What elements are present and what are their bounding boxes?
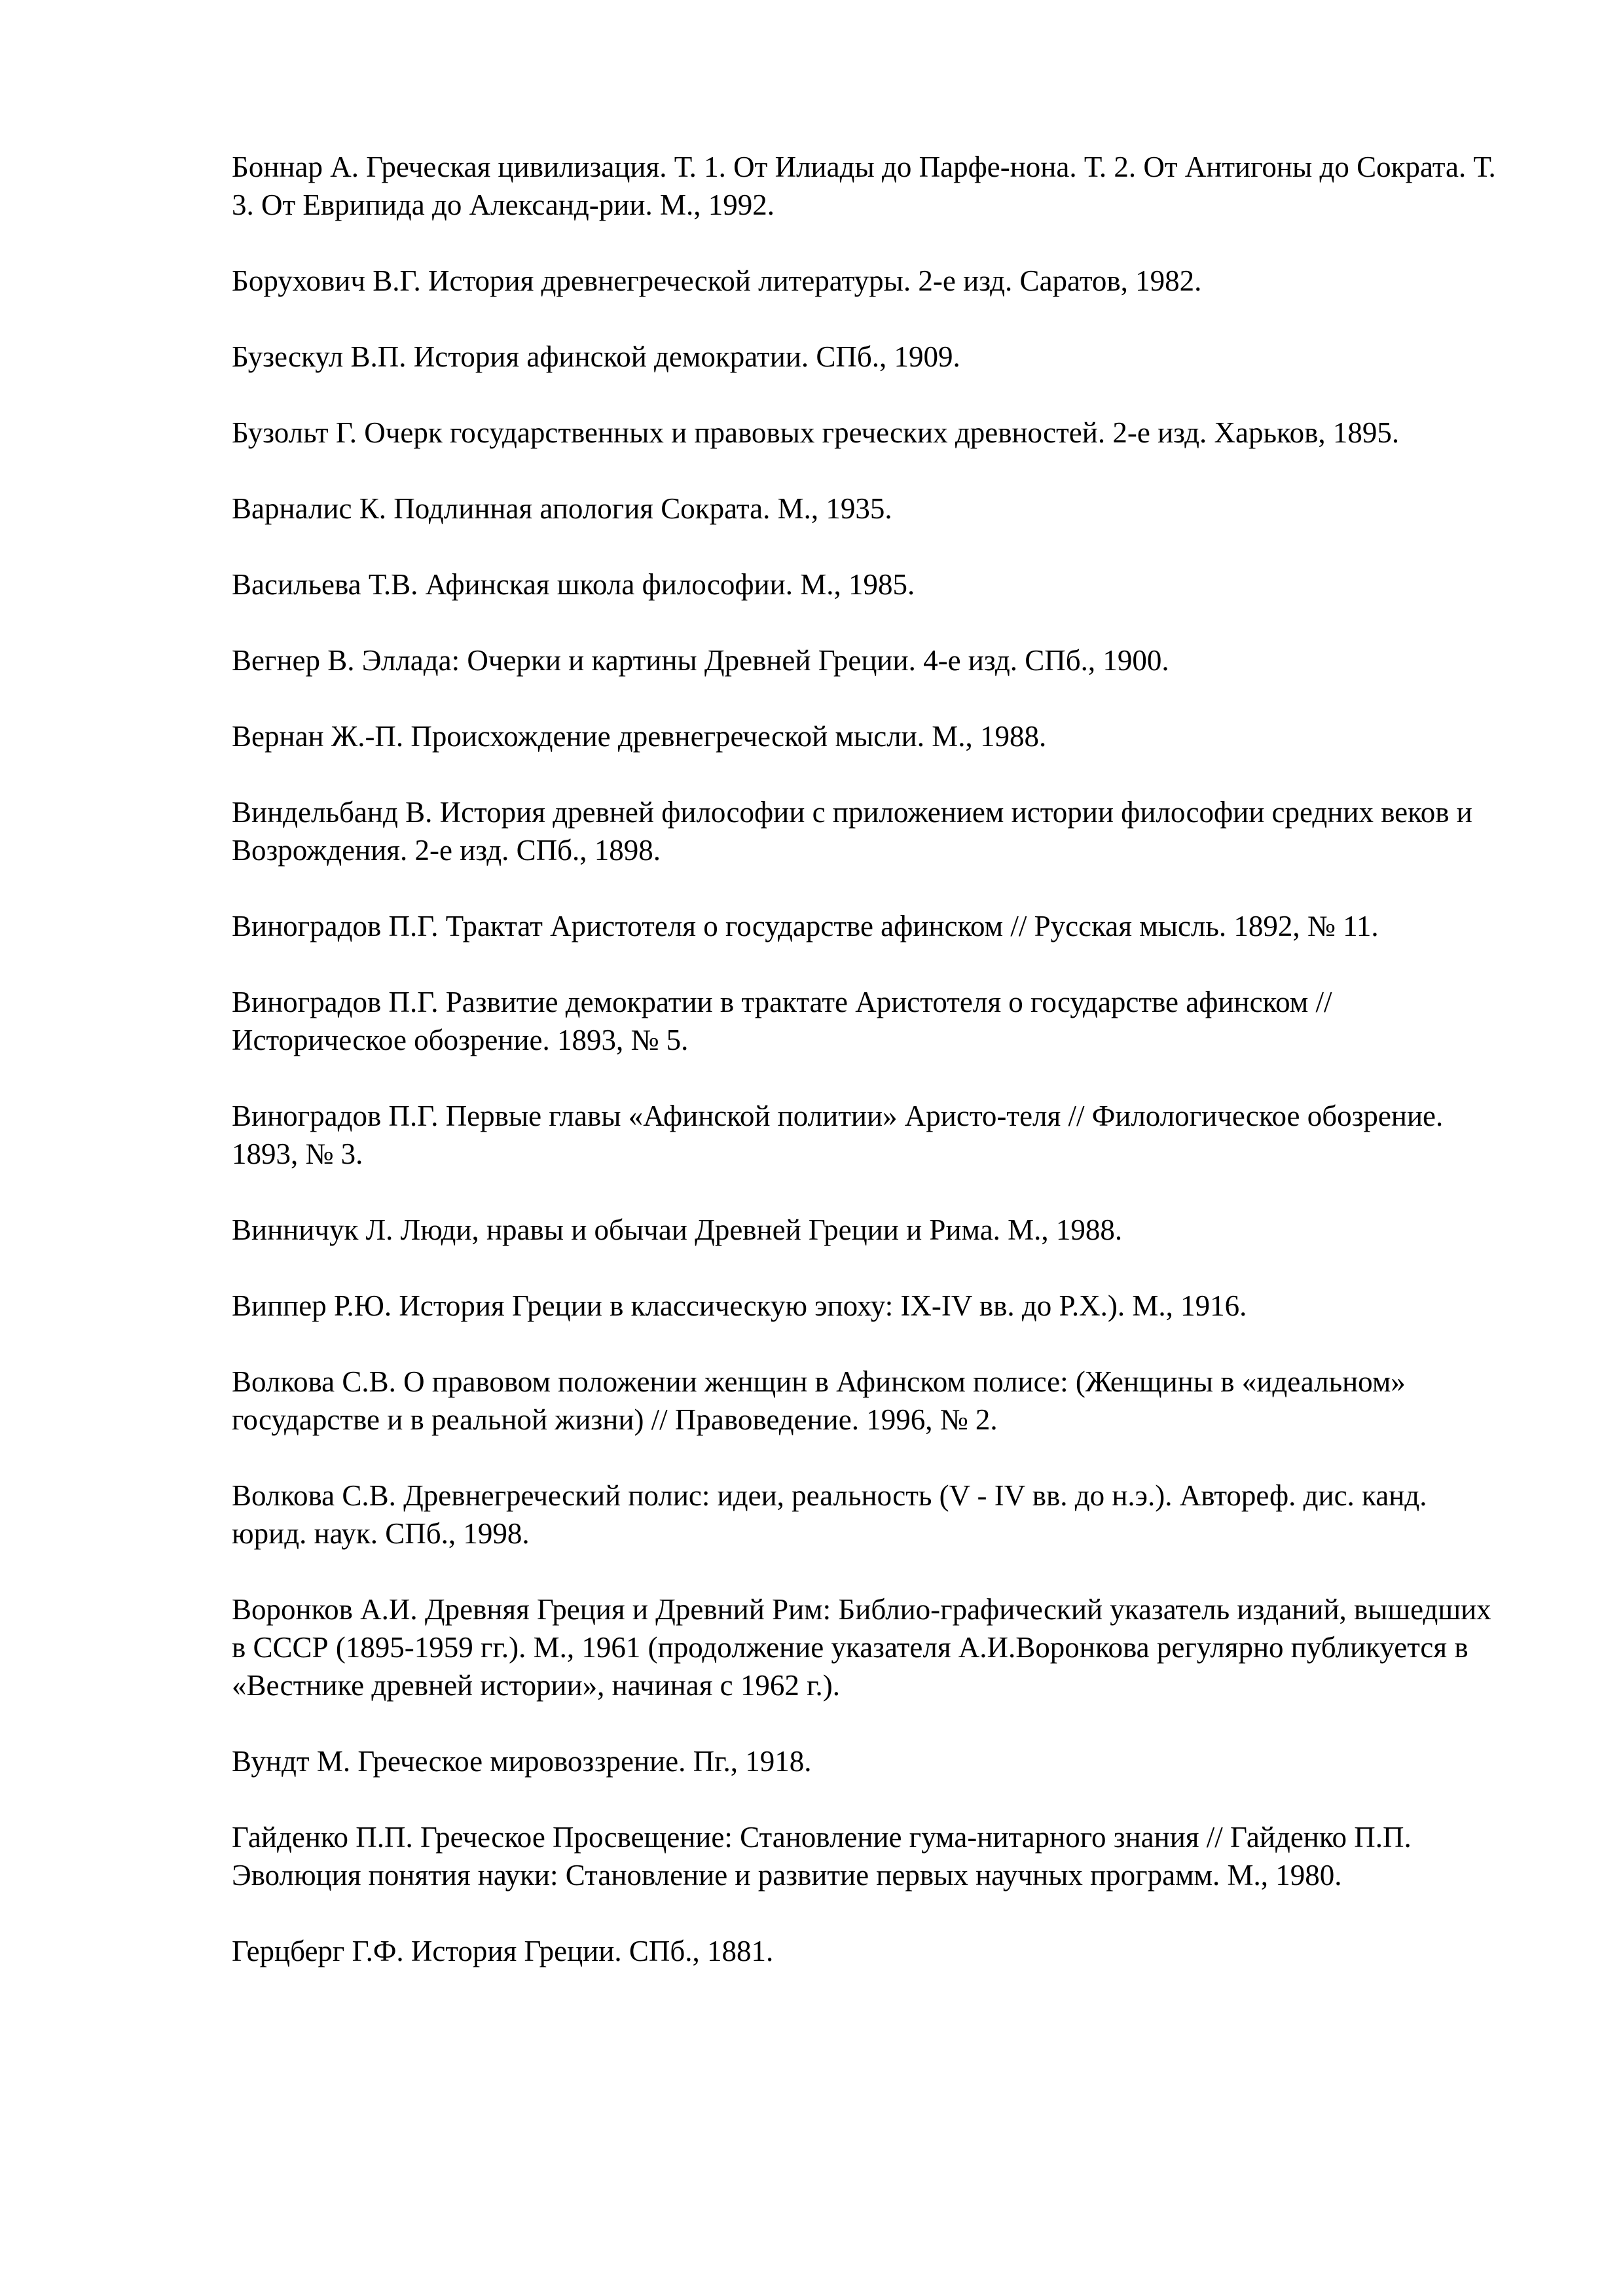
bibliography-entry: Герцберг Г.Ф. История Греции. СПб., 1881. [232,1935,774,1967]
bibliography-entry: Вегнер В. Эллада: Очерки и картины Древней Греции. 4-е изд. СПб., 1900. [232,644,1169,677]
bibliography-entry: Волкова С.В. Древнегреческий полис: идеи, реальность (V - IV вв. до н.э.). Автореф. дис. канд. юрид. наук. СПб., 1998. [232,1479,1427,1550]
bibliography-entry: Воронков А.И. Древняя Греция и Древний Рим: Библио-графический указатель изданий, вышедших в СССР (1895-1959 гг.). М., 1961 (продолжение указателя А.И.Воронкова регулярно публикуется в «Вестнике древней истории», начиная с 1962 г.). [232,1593,1491,1702]
bibliography-entry: Виноградов П.Г. Развитие демократии в трактате Аристотеля о государстве афинском // Историческое обозрение. 1893, № 5. [232,986,1332,1056]
bibliography-entry: Волкова С.В. О правовом положении женщин в Афинском полисе: (Женщины в «идеальном» государстве и в реальной жизни) // Правоведение. 1996, № 2. [232,1365,1406,1436]
bibliography-entry: Виноградов П.Г. Трактат Аристотеля о государстве афинском // Русская мысль. 1892, № 11. [232,910,1379,942]
bibliography-list [232,148,1508,2008]
bibliography-entry: Виппер Р.Ю. История Греции в классическую эпоху: IX-IV вв. до Р.Х.). М., 1916. [232,1289,1247,1322]
bibliography-entry: Вернан Ж.-П. Происхождение древнегреческой мысли. М., 1988. [232,720,1047,753]
bibliography-entry: Винничук Л. Люди, нравы и обычаи Древней Греции и Рима. М., 1988. [232,1213,1123,1246]
bibliography-entry: Гайденко П.П. Греческое Просвещение: Становление гума-нитарного знания // Гайденко П.П. Эволюция понятия науки: Становление и развитие первых научных программ. М., 1980. [232,1821,1412,1892]
bibliography-entry: Бузескул В.П. История афинской демократии. СПб., 1909. [232,340,960,373]
bibliography-entry: Виноградов П.Г. Первые главы «Афинской политии» Аристо-теля // Филологическое обозрение. 1893, № 3. [232,1100,1444,1170]
bibliography-entry: Варналис К. Подлинная апология Сократа. М., 1935. [232,492,892,525]
bibliography-entry: Борухович В.Г. История древнегреческой литературы. 2-е изд. Саратов, 1982. [232,264,1202,297]
bibliography-entry: Боннар А. Греческая цивилизация. Т. 1. От Илиады до Парфе-нона. Т. 2. От Антигоны до Сократа. Т. 3. От Еврипида до Александ-рии. М., 1992. [232,151,1496,221]
bibliography-entry: Вундт М. Греческое мировоззрение. Пг., 1918. [232,1745,812,1778]
bibliography-entry: Васильева Т.В. Афинская школа философии. М., 1985. [232,568,915,601]
bibliography-entry: Виндельбанд В. История древней философии с приложением истории философии средних веков и Возрождения. 2-е изд. СПб., 1898. [232,796,1472,867]
bibliography-entry: Бузольт Г. Очерк государственных и правовых греческих древностей. 2-е изд. Харьков, 1895. [232,416,1400,449]
